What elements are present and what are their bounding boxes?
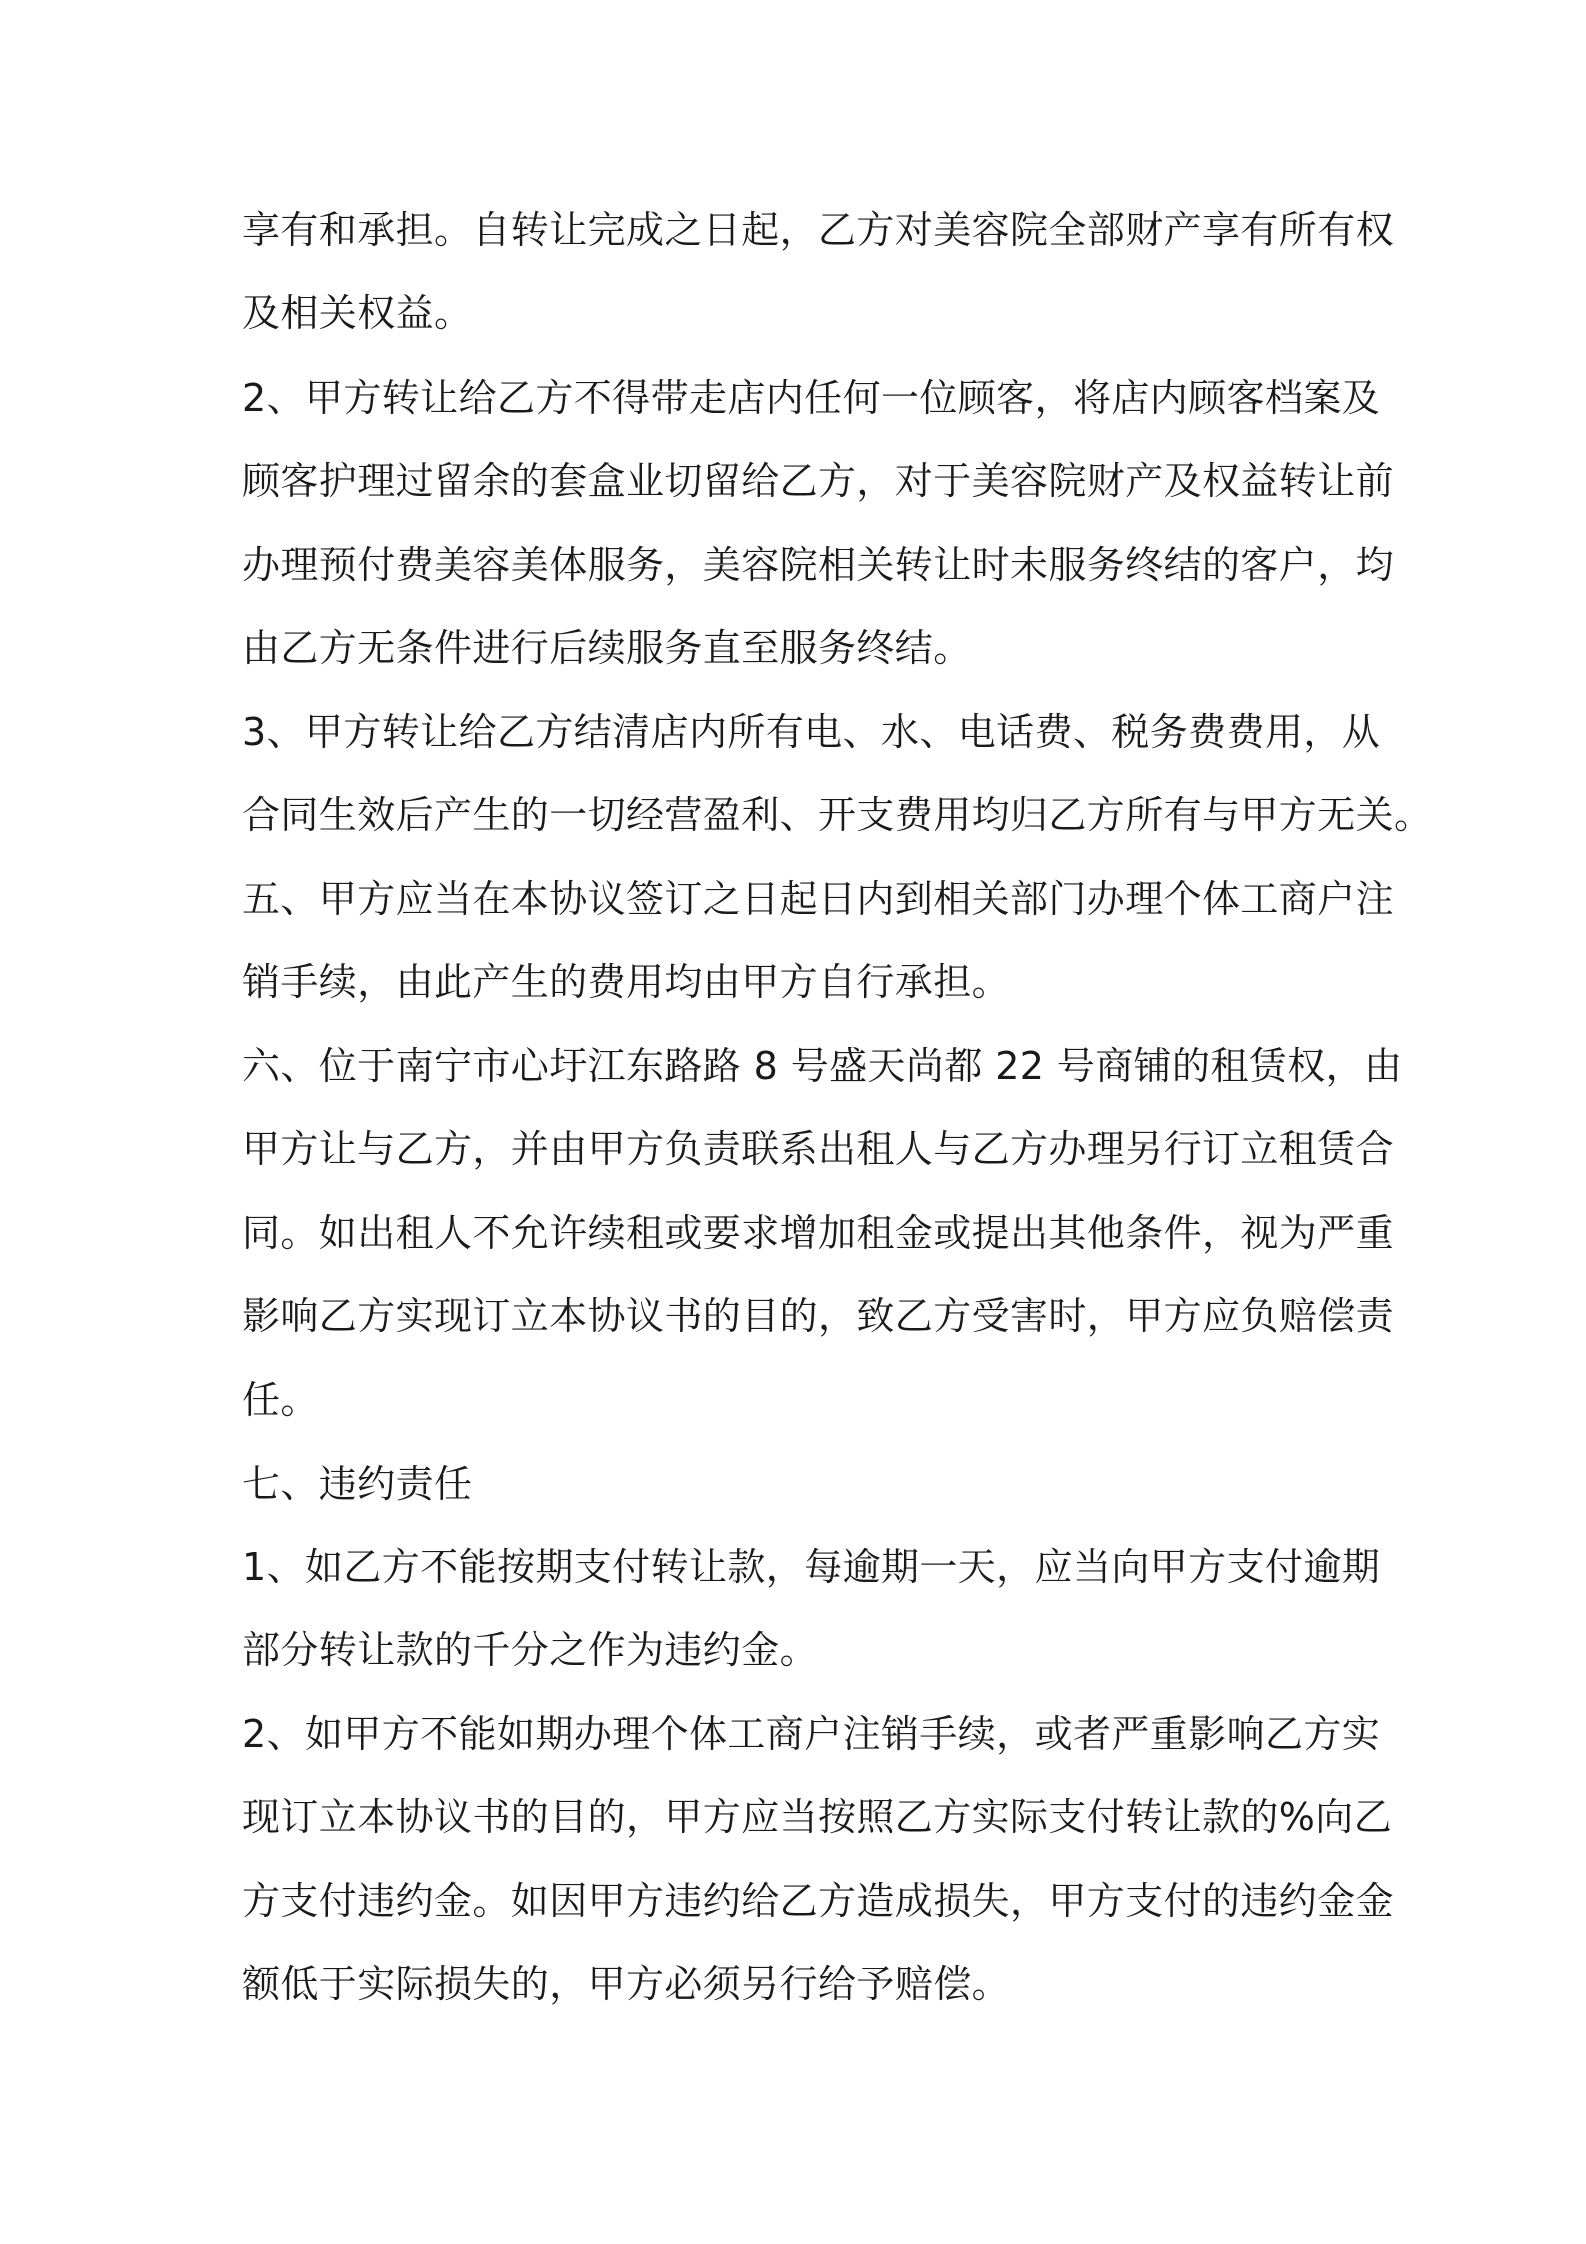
- text-line: 六、位于南宁市心圩江东路路 8 号盛天尚都 22 号商铺的租赁权，由: [242, 1044, 1403, 1088]
- text-line: 任。: [242, 1378, 319, 1422]
- text-line: 影响乙方实现订立本协议书的目的，致乙方受害时，甲方应负赔偿责: [242, 1294, 1395, 1338]
- text-line: 2、甲方转让给乙方不得带走店内任何一位顾客，将店内顾客档案及: [242, 376, 1381, 420]
- text-line: 额低于实际损失的，甲方必须另行给予赔偿。: [242, 1962, 1011, 2006]
- section-heading: 七、违约责任: [242, 1462, 473, 1506]
- text-line: 享有和承担。自转让完成之日起，乙方对美容院全部财产享有所有权: [242, 208, 1395, 252]
- text-line: 方支付违约金。如因甲方违约给乙方造成损失，甲方支付的违约金金: [242, 1879, 1395, 1923]
- text-line: 2、如甲方不能如期办理个体工商户注销手续，或者严重影响乙方实: [242, 1712, 1381, 1756]
- text-line: 部分转让款的千分之作为违约金。: [242, 1628, 819, 1672]
- text-line: 由乙方无条件进行后续服务直至服务终结。: [242, 626, 972, 670]
- text-line: 办理预付费美容美体服务，美容院相关转让时未服务终结的客户，均: [242, 543, 1395, 587]
- text-line: 销手续，由此产生的费用均由甲方自行承担。: [242, 960, 1011, 1004]
- text-line: 现订立本协议书的目的，甲方应当按照乙方实际支付转让款的%向乙: [242, 1795, 1393, 1839]
- text-line: 甲方让与乙方，并由甲方负责联系出租人与乙方办理另行订立租赁合: [242, 1127, 1395, 1171]
- text-line: 1、如乙方不能按期支付转让款，每逾期一天，应当向甲方支付逾期: [242, 1545, 1381, 1589]
- text-line: 及相关权益。: [242, 291, 473, 335]
- text-line: 顾客护理过留余的套盒业切留给乙方，对于美容院财产及权益转让前: [242, 459, 1395, 503]
- text-line: 同。如出租人不允许续租或要求增加租金或提出其他条件，视为严重: [242, 1211, 1395, 1255]
- text-line: 合同生效后产生的一切经营盈利、开支费用均归乙方所有与甲方无关。: [242, 793, 1433, 837]
- text-line: 五、甲方应当在本协议签订之日起日内到相关部门办理个体工商户注: [242, 877, 1395, 921]
- text-line: 3、甲方转让给乙方结清店内所有电、水、电话费、税务费费用，从: [242, 710, 1381, 754]
